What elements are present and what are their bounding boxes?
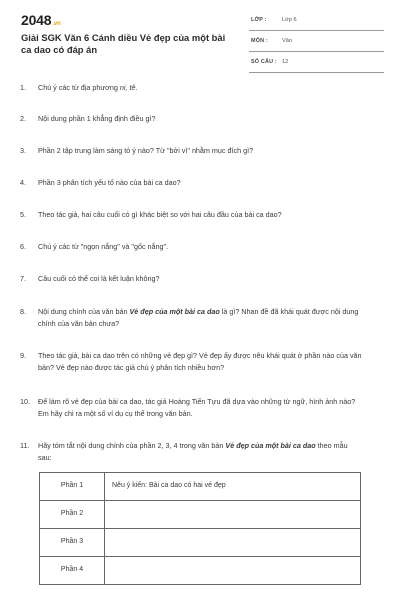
site-logo[interactable]: [21, 12, 60, 28]
meta-row-subject: [249, 34, 384, 52]
meta-row-question-count: [249, 55, 384, 73]
question-text-run: Phần 3 phân tích yếu tố nào của bài ca dao?: [38, 178, 181, 187]
meta-label: LỚP :: [251, 17, 267, 23]
question-text: [38, 177, 363, 189]
table-cell-part: Phần 3: [40, 529, 105, 557]
table-cell-part: Phần 2: [40, 501, 105, 529]
question-text: [38, 82, 363, 94]
question-number: 4.: [20, 178, 26, 187]
question-text-run: Để làm rõ vẻ đẹp của bài ca dao, tác giả Hoàng Tiến Tựu đã dựa vào những từ ngữ, hình ảnh nào? Em hãy chỉ ra một số ví dụ cụ thể trong văn bản.: [38, 397, 356, 418]
meta-value: Văn: [282, 38, 292, 44]
question-emphasis: Vẻ đẹp của một bài ca dao: [225, 441, 316, 450]
question-text-run: là gì? Nhan đề đã khái quát được nội dung chính của văn bản chưa?: [38, 307, 359, 328]
question-text: [38, 273, 363, 285]
table-cell-part: Phần 1: [40, 473, 105, 501]
meta-label: SỐ CÂU :: [251, 59, 277, 65]
question-text-run: Theo tác giả, hai câu cuối có gì khác biệt so với hai câu đầu của bài ca dao?: [38, 210, 282, 219]
question-text-run: Chú ý các từ "ngọn nắng" và "gốc nắng".: [38, 242, 169, 251]
question-number: 2.: [20, 114, 26, 123]
table-row: [40, 501, 361, 529]
meta-row-class: [249, 13, 384, 31]
question-emphasis: Vẻ đẹp của một bài ca dao: [129, 307, 220, 316]
question-number: 7.: [20, 274, 26, 283]
question-text: [38, 145, 363, 157]
document-header: [0, 0, 400, 75]
question-text: [38, 209, 363, 221]
question-text-run: Phần 2 tập trung làm sáng tỏ ý nào? Từ "bởi vì" nhằm mục đích gì?: [38, 146, 254, 155]
question-number: 9.: [20, 351, 26, 360]
question-number: 5.: [20, 210, 26, 219]
question-number: 10.: [20, 397, 30, 406]
table-cell-content: Nêu ý kiến: Bài ca dao có hai vẻ đẹp: [105, 473, 361, 501]
question-text-run: ni, tê: [119, 83, 136, 92]
question-text: [38, 306, 363, 330]
question-text-run: .: [135, 83, 138, 92]
question-text-run: theo mẫu sau:: [38, 441, 348, 462]
question-text-run: Nội dung phần 1 khẳng định điều gì?: [38, 114, 156, 123]
meta-value: Lớp 6: [282, 17, 297, 23]
meta-label: MÔN :: [251, 38, 268, 44]
document-title: Giải SGK Văn 6 Cánh diều Vẻ đẹp của một bài ca dao có đáp án: [21, 32, 226, 55]
summary-table: [39, 472, 361, 585]
logo-suffix: .vn: [52, 21, 61, 27]
table-row: [40, 473, 361, 501]
question-number: 8.: [20, 307, 26, 316]
question-text: [38, 241, 363, 253]
meta-value: 12: [282, 59, 289, 65]
question-text: [38, 350, 363, 374]
question-text-run: Theo tác giả, bài ca dao trên có những vẻ đẹp gì? Vẻ đẹp ấy được nêu khái quát ở phần nào của văn bản? Vẻ đẹp nào được tác giả chú ý phân tích nhiều hơn?: [38, 351, 362, 372]
table-cell-content: [105, 501, 361, 529]
question-text-run: Câu cuối có thể coi là kết luận không?: [38, 274, 160, 283]
table-cell-content: [105, 557, 361, 585]
table-cell-content: [105, 529, 361, 557]
question-text-run: Nội dung chính của văn bản: [38, 307, 130, 316]
question-text-run: Hãy tóm tắt nội dung chính của phần 2, 3, 4 trong văn bản: [38, 441, 226, 450]
question-number: 3.: [20, 146, 26, 155]
table-row: [40, 529, 361, 557]
question-text-run: Chú ý các từ địa phương: [38, 83, 120, 92]
question-text: [38, 113, 363, 125]
table-cell-part: Phần 4: [40, 557, 105, 585]
table-row: [40, 557, 361, 585]
meta-box: [249, 13, 384, 76]
question-text: [38, 440, 363, 464]
question-number: 6.: [20, 242, 26, 251]
question-text: [38, 396, 363, 420]
question-number: 1.: [20, 83, 26, 92]
question-number: 11.: [20, 441, 30, 450]
logo-text: 2048: [21, 12, 52, 28]
